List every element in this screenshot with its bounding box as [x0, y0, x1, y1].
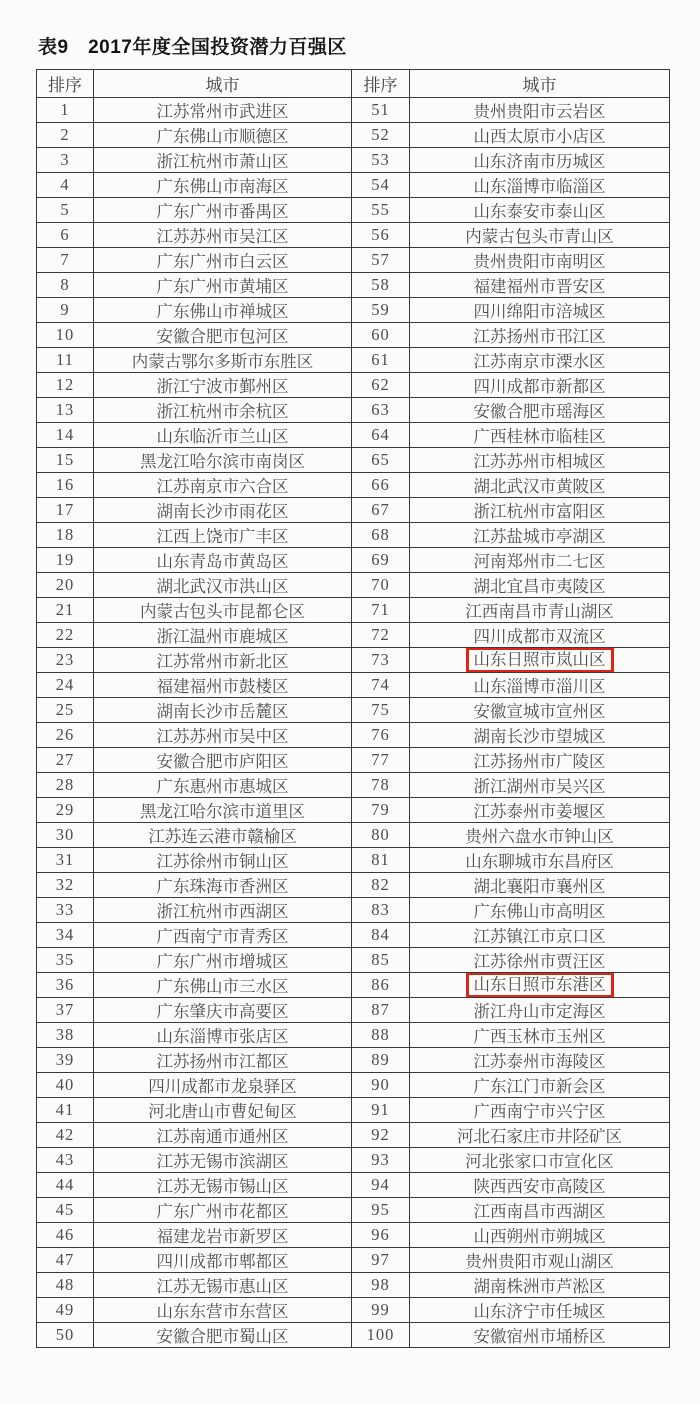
rank-cell: 68: [352, 523, 410, 548]
city-cell: 江苏无锡市锡山区: [94, 1173, 352, 1198]
city-cell: 广东肇庆市高要区: [94, 998, 352, 1023]
city-cell: 广西桂林市临桂区: [410, 423, 670, 448]
city-cell: 山西太原市小店区: [410, 123, 670, 148]
rank-cell: 51: [352, 98, 410, 123]
city-cell: 湖北襄阳市襄州区: [410, 873, 670, 898]
table-row: [37, 598, 670, 623]
city-cell: 江苏徐州市铜山区: [94, 848, 352, 873]
city-cell: 河南郑州市二七区: [410, 548, 670, 573]
city-cell: 浙江温州市鹿城区: [94, 623, 352, 648]
city-cell: 安徽宣城市宣州区: [410, 698, 670, 723]
city-cell: 江苏苏州市吴江区: [94, 223, 352, 248]
city-cell: 江苏扬州市邗江区: [410, 323, 670, 348]
city-cell: 江苏无锡市滨湖区: [94, 1148, 352, 1173]
city-cell: 江苏南京市六合区: [94, 473, 352, 498]
table-row: [37, 173, 670, 198]
table-row: [37, 348, 670, 373]
city-cell: 湖南长沙市望城区: [410, 723, 670, 748]
rank-cell: 81: [352, 848, 410, 873]
table-row: [37, 973, 670, 998]
city-cell: 山东东营市东营区: [94, 1298, 352, 1323]
city-cell: 安徽合肥市瑶海区: [410, 398, 670, 423]
city-cell: 江苏常州市新北区: [94, 648, 352, 673]
rank-cell: 21: [37, 598, 94, 623]
rank-cell: 100: [352, 1323, 410, 1348]
city-cell: 江苏扬州市江都区: [94, 1048, 352, 1073]
header-city-right: 城市: [410, 70, 670, 98]
rank-cell: 93: [352, 1148, 410, 1173]
city-cell: 浙江杭州市余杭区: [94, 398, 352, 423]
table-row: [37, 1073, 670, 1098]
city-cell: 贵州贵阳市云岩区: [410, 98, 670, 123]
rank-cell: 4: [37, 173, 94, 198]
rank-cell: 85: [352, 948, 410, 973]
table-row: [37, 423, 670, 448]
table-row: [37, 473, 670, 498]
table-row: [37, 1273, 670, 1298]
rank-cell: 15: [37, 448, 94, 473]
city-cell: 贵州贵阳市观山湖区: [410, 1248, 670, 1273]
city-cell: 广西南宁市青秀区: [94, 923, 352, 948]
city-cell: 广东佛山市顺德区: [94, 123, 352, 148]
table-row: [37, 223, 670, 248]
city-cell: 江西上饶市广丰区: [94, 523, 352, 548]
rank-cell: 43: [37, 1148, 94, 1173]
city-cell: 四川绵阳市涪城区: [410, 298, 670, 323]
city-cell: 江西南昌市青山湖区: [410, 598, 670, 623]
city-cell: 安徽合肥市包河区: [94, 323, 352, 348]
city-cell: 广西玉林市玉州区: [410, 1023, 670, 1048]
rank-cell: 28: [37, 773, 94, 798]
rank-cell: 88: [352, 1023, 410, 1048]
city-cell: 广东佛山市南海区: [94, 173, 352, 198]
table-row: [37, 1123, 670, 1148]
rank-cell: 80: [352, 823, 410, 848]
city-cell: 四川成都市郫都区: [94, 1248, 352, 1273]
city-cell: 山东淄博市张店区: [94, 1023, 352, 1048]
rank-cell: 13: [37, 398, 94, 423]
table-row: [37, 1323, 670, 1348]
city-cell: 山东泰安市泰山区: [410, 198, 670, 223]
city-cell: 广东佛山市禅城区: [94, 298, 352, 323]
rank-cell: 25: [37, 698, 94, 723]
city-cell: 江苏南通市通州区: [94, 1123, 352, 1148]
rank-cell: 96: [352, 1223, 410, 1248]
table-row: [37, 273, 670, 298]
city-cell: 广东珠海市香洲区: [94, 873, 352, 898]
city-cell: 山西朔州市朔城区: [410, 1223, 670, 1248]
city-cell: 贵州贵阳市南明区: [410, 248, 670, 273]
table-row: [37, 1298, 670, 1323]
rank-cell: 48: [37, 1273, 94, 1298]
city-cell: 江苏连云港市赣榆区: [94, 823, 352, 848]
rank-cell: 33: [37, 898, 94, 923]
city-cell: 江苏泰州市姜堰区: [410, 798, 670, 823]
city-cell: 湖南株洲市芦淞区: [410, 1273, 670, 1298]
city-cell: 河北张家口市宣化区: [410, 1148, 670, 1173]
rank-cell: 50: [37, 1323, 94, 1348]
rank-cell: 78: [352, 773, 410, 798]
table-row: [37, 1098, 670, 1123]
ranking-table: [36, 69, 670, 1348]
rank-cell: 1: [37, 98, 94, 123]
city-cell: 广东广州市增城区: [94, 948, 352, 973]
rank-cell: 62: [352, 373, 410, 398]
rank-cell: 27: [37, 748, 94, 773]
table-row: [37, 1173, 670, 1198]
header-rank-left: 排序: [37, 70, 94, 98]
rank-cell: 55: [352, 198, 410, 223]
rank-cell: 82: [352, 873, 410, 898]
city-cell: 内蒙古鄂尔多斯市东胜区: [94, 348, 352, 373]
city-cell: 黑龙江哈尔滨市南岗区: [94, 448, 352, 473]
city-cell: 山东济南市历城区: [410, 148, 670, 173]
rank-cell: 69: [352, 548, 410, 573]
rank-cell: 89: [352, 1048, 410, 1073]
city-cell: 浙江杭州市西湖区: [94, 898, 352, 923]
table-row: [37, 723, 670, 748]
rank-cell: 98: [352, 1273, 410, 1298]
city-cell: 山东淄博市临淄区: [410, 173, 670, 198]
rank-cell: 72: [352, 623, 410, 648]
city-cell: 安徽合肥市庐阳区: [94, 748, 352, 773]
table-row: [37, 148, 670, 173]
city-cell: 广东惠州市惠城区: [94, 773, 352, 798]
table-row: [37, 848, 670, 873]
rank-cell: 77: [352, 748, 410, 773]
table-row: [37, 523, 670, 548]
city-cell: 广东广州市黄埔区: [94, 273, 352, 298]
table-row: [37, 323, 670, 348]
rank-cell: 7: [37, 248, 94, 273]
city-cell: 湖南长沙市岳麓区: [94, 698, 352, 723]
rank-cell: 23: [37, 648, 94, 673]
rank-cell: 99: [352, 1298, 410, 1323]
city-cell: 河北石家庄市井陉矿区: [410, 1123, 670, 1148]
rank-cell: 44: [37, 1173, 94, 1198]
header-city-left: 城市: [94, 70, 352, 98]
city-cell: 江苏泰州市海陵区: [410, 1048, 670, 1073]
header-rank-right: 排序: [352, 70, 410, 98]
table-row: [37, 873, 670, 898]
city-cell: 浙江宁波市鄞州区: [94, 373, 352, 398]
rank-cell: 32: [37, 873, 94, 898]
table-row: [37, 248, 670, 273]
city-cell: 浙江杭州市萧山区: [94, 148, 352, 173]
table-row: [37, 573, 670, 598]
rank-cell: 52: [352, 123, 410, 148]
city-cell: 黑龙江哈尔滨市道里区: [94, 798, 352, 823]
city-cell: 广东广州市花都区: [94, 1198, 352, 1223]
rank-cell: 92: [352, 1123, 410, 1148]
rank-cell: 17: [37, 498, 94, 523]
rank-cell: 39: [37, 1048, 94, 1073]
city-cell: 山东济宁市任城区: [410, 1298, 670, 1323]
highlight-box: 山东日照市东港区: [466, 973, 614, 998]
rank-cell: 38: [37, 1023, 94, 1048]
table-row: [37, 823, 670, 848]
city-cell: 安徽宿州市埇桥区: [410, 1323, 670, 1348]
city-cell: 广东佛山市高明区: [410, 898, 670, 923]
rank-cell: 79: [352, 798, 410, 823]
table-row: [37, 998, 670, 1023]
rank-cell: 22: [37, 623, 94, 648]
city-cell: 江苏常州市武进区: [94, 98, 352, 123]
table-row: [37, 898, 670, 923]
table-title: 表9 2017年度全国投资潜力百强区: [38, 37, 347, 58]
rank-cell: 90: [352, 1073, 410, 1098]
table-row: [37, 673, 670, 698]
rank-cell: 57: [352, 248, 410, 273]
city-cell: [410, 973, 670, 998]
rank-cell: 9: [37, 298, 94, 323]
city-cell: 安徽合肥市蜀山区: [94, 1323, 352, 1348]
rank-cell: 91: [352, 1098, 410, 1123]
rank-cell: 71: [352, 598, 410, 623]
city-cell: 广东佛山市三水区: [94, 973, 352, 998]
table-row: [37, 1248, 670, 1273]
city-cell: 浙江舟山市定海区: [410, 998, 670, 1023]
table-row: [37, 198, 670, 223]
rank-cell: 63: [352, 398, 410, 423]
rank-cell: 16: [37, 473, 94, 498]
rank-cell: 45: [37, 1198, 94, 1223]
city-cell: 河北唐山市曹妃甸区: [94, 1098, 352, 1123]
table-row: [37, 798, 670, 823]
rank-cell: 65: [352, 448, 410, 473]
rank-cell: 5: [37, 198, 94, 223]
rank-cell: 87: [352, 998, 410, 1023]
city-cell: 江苏苏州市相城区: [410, 448, 670, 473]
city-cell: 广东江门市新会区: [410, 1073, 670, 1098]
table-row: [37, 298, 670, 323]
city-cell: 湖北武汉市洪山区: [94, 573, 352, 598]
rank-cell: 83: [352, 898, 410, 923]
city-cell: 广西南宁市兴宁区: [410, 1098, 670, 1123]
rank-cell: 70: [352, 573, 410, 598]
city-cell: 内蒙古包头市青山区: [410, 223, 670, 248]
rank-cell: 76: [352, 723, 410, 748]
rank-cell: 24: [37, 673, 94, 698]
table-row: [37, 1198, 670, 1223]
rank-cell: 58: [352, 273, 410, 298]
rank-cell: 97: [352, 1248, 410, 1273]
table-row: [37, 448, 670, 473]
rank-cell: 60: [352, 323, 410, 348]
rank-cell: 46: [37, 1223, 94, 1248]
city-cell: 江苏盐城市亭湖区: [410, 523, 670, 548]
rank-cell: 3: [37, 148, 94, 173]
table-row: [37, 623, 670, 648]
city-cell: 山东聊城市东昌府区: [410, 848, 670, 873]
table-row: [37, 648, 670, 673]
city-cell: 江苏徐州市贾汪区: [410, 948, 670, 973]
city-cell: 四川成都市龙泉驿区: [94, 1073, 352, 1098]
table-row: [37, 548, 670, 573]
rank-cell: 14: [37, 423, 94, 448]
table-header: [37, 70, 670, 98]
city-cell: 江苏无锡市惠山区: [94, 1273, 352, 1298]
rank-cell: 42: [37, 1123, 94, 1148]
rank-cell: 26: [37, 723, 94, 748]
city-cell: 福建龙岩市新罗区: [94, 1223, 352, 1248]
city-cell: 湖北宜昌市夷陵区: [410, 573, 670, 598]
city-cell: 江苏镇江市京口区: [410, 923, 670, 948]
rank-cell: 74: [352, 673, 410, 698]
city-cell: [410, 648, 670, 673]
rank-cell: 8: [37, 273, 94, 298]
city-cell: 湖南长沙市雨花区: [94, 498, 352, 523]
rank-cell: 6: [37, 223, 94, 248]
rank-cell: 49: [37, 1298, 94, 1323]
table-row: [37, 498, 670, 523]
table-row: [37, 398, 670, 423]
table-row: [37, 1048, 670, 1073]
rank-cell: 10: [37, 323, 94, 348]
rank-cell: 30: [37, 823, 94, 848]
rank-cell: 31: [37, 848, 94, 873]
rank-cell: 95: [352, 1198, 410, 1223]
city-cell: 福建福州市晋安区: [410, 273, 670, 298]
city-cell: 福建福州市鼓楼区: [94, 673, 352, 698]
table-row: [37, 773, 670, 798]
rank-cell: 67: [352, 498, 410, 523]
rank-cell: 53: [352, 148, 410, 173]
table-row: [37, 923, 670, 948]
rank-cell: 56: [352, 223, 410, 248]
city-cell: 陕西西安市高陵区: [410, 1173, 670, 1198]
city-cell: 山东淄博市淄川区: [410, 673, 670, 698]
rank-cell: 64: [352, 423, 410, 448]
rank-cell: 20: [37, 573, 94, 598]
city-cell: 江苏南京市溧水区: [410, 348, 670, 373]
rank-cell: 2: [37, 123, 94, 148]
rank-cell: 35: [37, 948, 94, 973]
rank-cell: 66: [352, 473, 410, 498]
city-cell: 广东广州市白云区: [94, 248, 352, 273]
city-cell: 贵州六盘水市钟山区: [410, 823, 670, 848]
city-cell: 湖北武汉市黄陂区: [410, 473, 670, 498]
rank-cell: 12: [37, 373, 94, 398]
city-cell: 四川成都市新都区: [410, 373, 670, 398]
city-cell: 广东广州市番禺区: [94, 198, 352, 223]
table-row: [37, 98, 670, 123]
table-row: [37, 1223, 670, 1248]
city-cell: 江苏扬州市广陵区: [410, 748, 670, 773]
header-row: [37, 70, 670, 98]
table-body: [37, 98, 670, 1348]
rank-cell: 36: [37, 973, 94, 998]
rank-cell: 18: [37, 523, 94, 548]
city-cell: 江西南昌市西湖区: [410, 1198, 670, 1223]
highlight-box: 山东日照市岚山区: [466, 648, 614, 673]
rank-cell: 11: [37, 348, 94, 373]
rank-cell: 34: [37, 923, 94, 948]
table-row: [37, 748, 670, 773]
table-row: [37, 1148, 670, 1173]
city-cell: 内蒙古包头市昆都仑区: [94, 598, 352, 623]
table-row: [37, 373, 670, 398]
city-cell: 山东青岛市黄岛区: [94, 548, 352, 573]
city-cell: 浙江湖州市吴兴区: [410, 773, 670, 798]
rank-cell: 37: [37, 998, 94, 1023]
city-cell: 山东临沂市兰山区: [94, 423, 352, 448]
rank-cell: 86: [352, 973, 410, 998]
rank-cell: 59: [352, 298, 410, 323]
rank-cell: 54: [352, 173, 410, 198]
rank-cell: 19: [37, 548, 94, 573]
rank-cell: 29: [37, 798, 94, 823]
rank-cell: 61: [352, 348, 410, 373]
rank-cell: 47: [37, 1248, 94, 1273]
city-cell: 浙江杭州市富阳区: [410, 498, 670, 523]
city-cell: 四川成都市双流区: [410, 623, 670, 648]
city-cell: 江苏苏州市吴中区: [94, 723, 352, 748]
table-row: [37, 123, 670, 148]
table-row: [37, 1023, 670, 1048]
table-row: [37, 948, 670, 973]
rank-cell: 84: [352, 923, 410, 948]
table-row: [37, 698, 670, 723]
rank-cell: 73: [352, 648, 410, 673]
rank-cell: 75: [352, 698, 410, 723]
rank-cell: 40: [37, 1073, 94, 1098]
rank-cell: 41: [37, 1098, 94, 1123]
rank-cell: 94: [352, 1173, 410, 1198]
